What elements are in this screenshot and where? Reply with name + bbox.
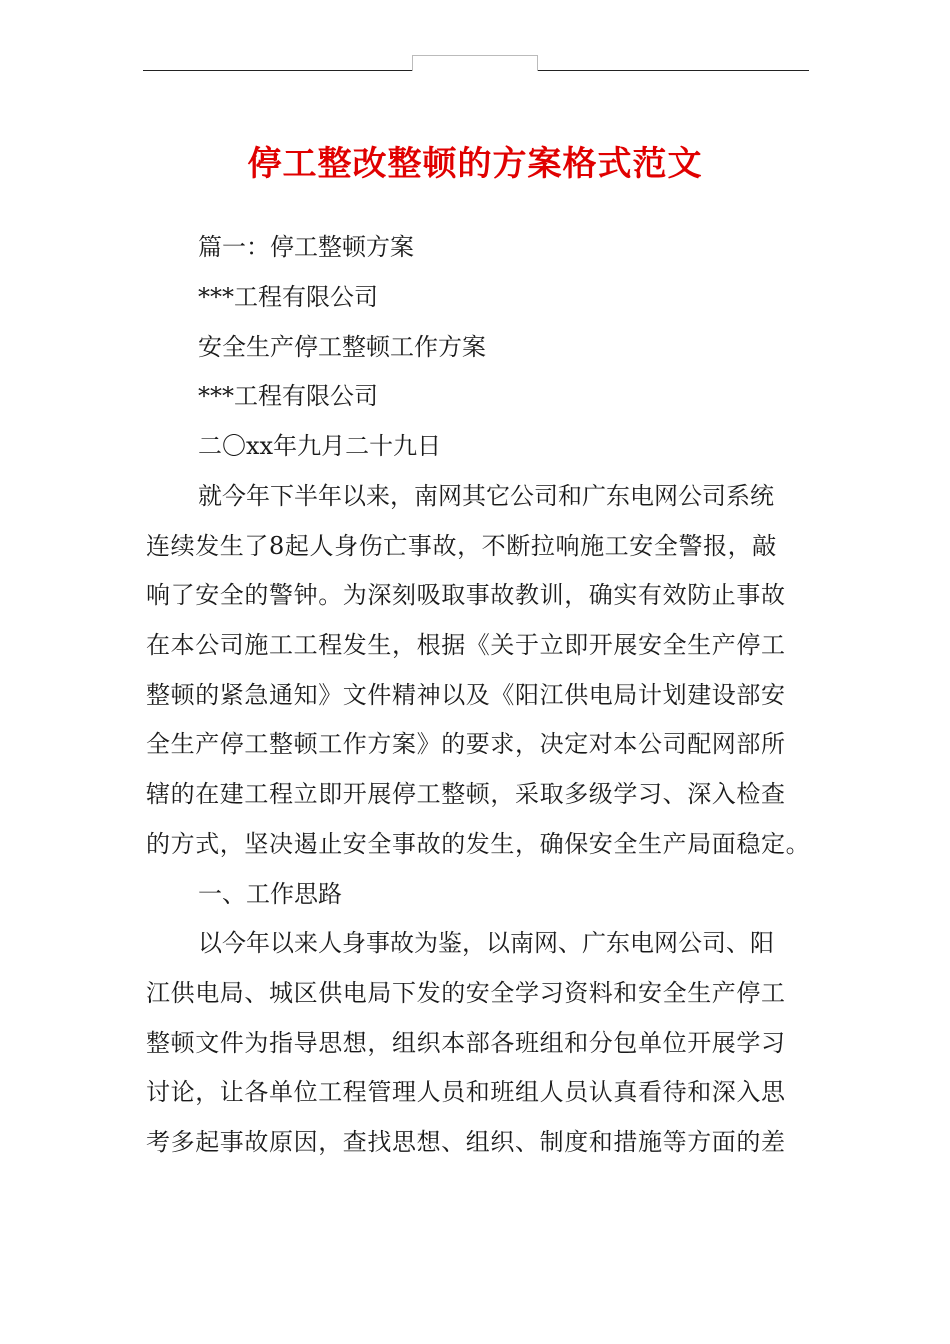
header-tab	[412, 55, 538, 71]
paragraph-line: 以今年以来人身事故为鉴，以南网、广东电网公司、阳	[198, 929, 774, 957]
paragraph-line: 在本公司施工工程发生，根据《关于立即开展安全生产停工	[146, 631, 786, 659]
paragraph-line: 讨论，让各单位工程管理人员和班组人员认真看待和深入思	[146, 1078, 786, 1106]
paragraph-line: 全生产停工整顿工作方案》的要求，决定对本公司配网部所	[146, 730, 786, 758]
paragraph-line: 的方式，坚决遏止安全事故的发生，确保安全生产局面稳定。	[146, 830, 811, 858]
date-line: 二〇xx年九月二十九日	[198, 432, 442, 460]
paragraph-line: 就今年下半年以来，南网其它公司和广东电网公司系统	[198, 482, 774, 510]
section-heading: 一、工作思路	[198, 880, 342, 908]
heading-line: 安全生产停工整顿工作方案	[198, 333, 486, 361]
paragraph-line: 响了安全的警钟。为深刻吸取事故教训，确实有效防止事故	[146, 581, 786, 609]
document-title: 停工整改整顿的方案格式范文	[247, 144, 703, 184]
heading-line: ***工程有限公司	[198, 382, 378, 410]
paragraph-line: 整顿的紧急通知》文件精神以及《阳江供电局计划建设部安	[146, 681, 786, 709]
heading-line: ***工程有限公司	[198, 283, 378, 311]
paragraph-line: 连续发生了8起人身伤亡事故，不断拉响施工安全警报，敲	[146, 532, 777, 560]
paragraph-line: 整顿文件为指导思想，组织本部各班组和分包单位开展学习	[146, 1029, 786, 1057]
heading-line: 篇一：停工整顿方案	[198, 233, 414, 261]
paragraph-line: 辖的在建工程立即开展停工整顿，采取多级学习、深入检查	[146, 780, 786, 808]
paragraph-line: 江供电局、城区供电局下发的安全学习资料和安全生产停工	[146, 979, 786, 1007]
paragraph-line: 考多起事故原因，查找思想、组织、制度和措施等方面的差	[146, 1128, 786, 1156]
